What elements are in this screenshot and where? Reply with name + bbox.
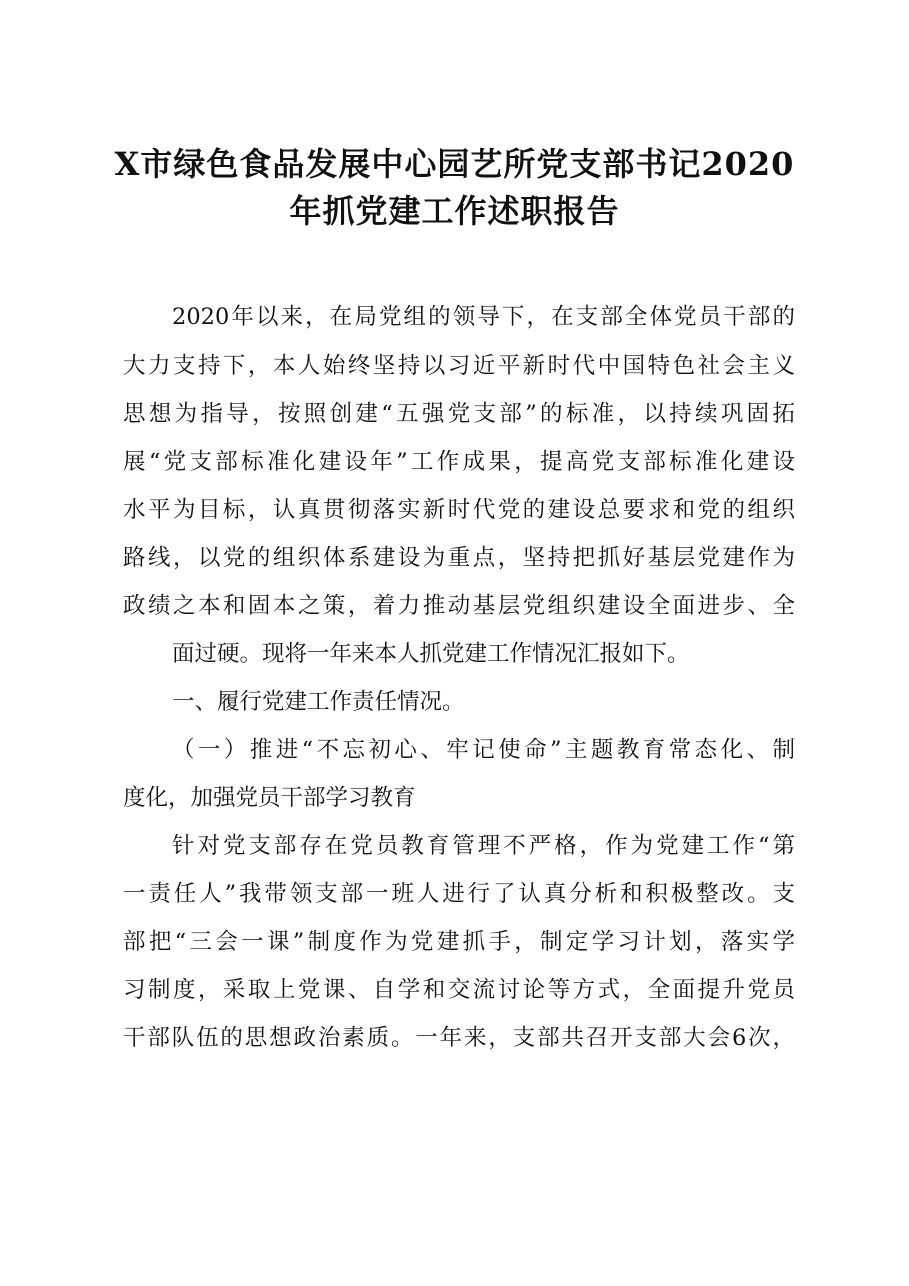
body-line: 部把“三会一课”制度作为党建抓手，制定学习计划，落实学: [123, 929, 795, 955]
body-line: 2020年以来，在局党组的领导下，在支部全体党员干部的: [172, 304, 795, 330]
body-line: 思想为指导，按照创建“五强党支部”的标准，以持续巩固拓: [123, 401, 795, 427]
body-line: 干部队伍的思想政治素质。一年来，支部共召开支部大会6次，: [123, 1025, 795, 1051]
body-line: 展“党支部标准化建设年”工作成果，提高党支部标准化建设: [123, 449, 795, 475]
body-line: 针对党支部存在党员教育管理不严格，作为党建工作“第: [172, 833, 795, 859]
body-line: 大力支持下，本人始终坚持以习近平新时代中国特色社会主义: [123, 353, 795, 379]
subsection-heading: （一）推进“不忘初心、牢记使命”主题教育常态化、制: [172, 737, 795, 763]
body-line: 路线，以党的组织体系建设为重点，坚持把抓好基层党建作为: [123, 545, 795, 571]
subsection-heading-continued: 度化，加强党员干部学习教育: [123, 785, 416, 811]
body-line: 水平为目标，认真贯彻落实新时代党的建设总要求和党的组织: [123, 497, 795, 523]
body-line: 习制度，采取上党课、自学和交流讨论等方式，全面提升党员: [123, 977, 795, 1003]
document-title-line-2: 年抓党建工作述职报告: [289, 192, 620, 230]
section-heading: 一、履行党建工作责任情况。: [172, 689, 465, 715]
document-title-line-1: X市绿色食品发展中心园艺所党支部书记2020: [114, 145, 795, 183]
body-line: 一责任人”我带领支部一班人进行了认真分析和积极整改。支: [123, 881, 795, 907]
body-line: 政绩之本和固本之策，着力推动基层党组织建设全面进步、全: [123, 593, 795, 619]
body-line: 面过硬。现将一年来本人抓党建工作情况汇报如下。: [172, 641, 690, 667]
